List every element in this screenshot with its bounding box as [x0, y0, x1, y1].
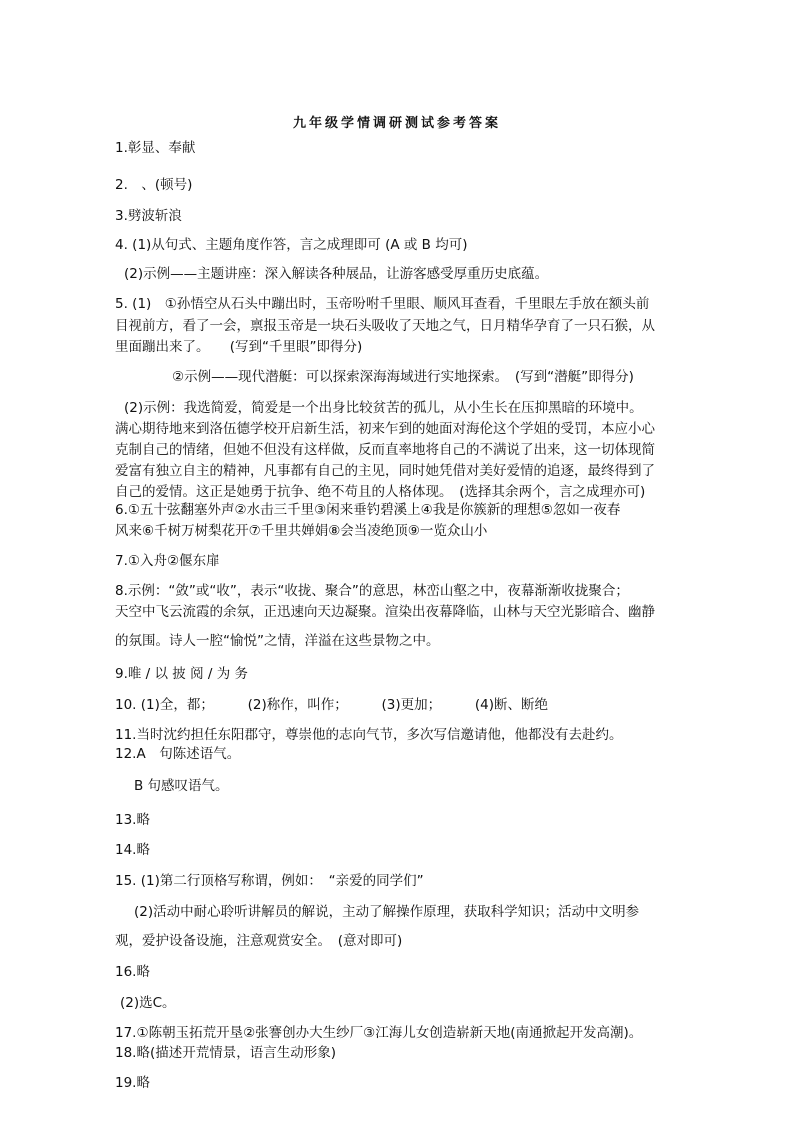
answer-15-part-2-line-1: (2)活动中耐心聆听讲解员的解说，主动了解操作原理，获取科学知识；活动中文明参 — [134, 904, 640, 920]
answer-5-part-1-line-3: 里面蹦出来了。 (写到“千里眼”即得分) — [115, 339, 363, 355]
answer-5-part-1-line-4: ②示例——现代潜艇：可以探索深海海域进行实地探索。 (写到“潜艇”即得分) — [172, 369, 634, 385]
answer-8-line-1: 8.示例：“敛”或“收”，表示“收拢、聚合”的意思，林峦山壑之中，夜幕渐渐收拢聚合； — [115, 583, 629, 599]
answer-13: 13.略 — [115, 812, 150, 828]
answer-7: 7.①入舟②偃东扉 — [115, 553, 220, 569]
answer-18: 18.略(描述开荒情景，语言生动形象) — [115, 1045, 337, 1061]
answer-12-b: B 句感叹语气。 — [134, 778, 229, 794]
answer-12-a: 12.A 句陈述语气。 — [115, 746, 241, 762]
answer-17: 17.①陈朝玉拓荒开垦②张謇创办大生纱厂③江海儿女创造崭新天地(南通掀起开发高潮)。 — [115, 1025, 643, 1041]
answer-8-line-3: 的氛围。诗人一腔“愉悦”之情，洋溢在这些景物之中。 — [115, 633, 440, 649]
answer-10: 10. (1)全，都； (2)称作，叫作； (3)更加； (4)断、断绝 — [115, 697, 549, 713]
answer-16-part-2: (2)选C。 — [120, 995, 176, 1011]
answer-5-part-2-line-4: 爱富有独立自主的精神，凡事都有自己的主见，同时她凭借对美好爱情的追逐，最终得到了 — [115, 463, 655, 479]
answer-5-part-2-line-1: (2)示例：我选简爱，简爱是一个出身比较贫苦的孤儿，从小生长在压抑黑暗的环境中。 — [124, 400, 643, 416]
answer-6-line-2: 风来⑥千树万树梨花开⑦千里共婵娟⑧会当凌绝顶⑨一览众山小 — [115, 523, 488, 539]
answer-5-part-1-line-2: 目视前方，看了一会，禀报玉帝是一块石头吸收了天地之气，日月精华孕育了一只石猴，从 — [115, 318, 655, 334]
answer-1: 1.彰显、奉献 — [115, 140, 196, 156]
answer-4-part-2: (2)示例——主题讲座：深入解读各种展品，让游客感受厚重历史底蕴。 — [124, 266, 549, 282]
page-title: 九年级学情调研测试参考答案 — [292, 116, 501, 131]
answer-2: 2. 、(顿号) — [115, 177, 193, 193]
answer-8-line-2: 天空中飞云流霞的余氛，正迅速向天边凝聚。渲染出夜幕降临，山林与天空光影暗合、幽静 — [115, 604, 655, 620]
answer-11: 11.当时沈约担任东阳郡守，尊崇他的志向气节，多次写信邀请他，他都没有去赴约。 — [115, 727, 623, 743]
answer-9: 9.唯 / 以 披 阅 / 为 务 — [115, 666, 249, 682]
answer-19: 19.略 — [115, 1075, 150, 1091]
answer-5-part-2-line-3: 克制自己的情绪，但她不但没有这样做，反而直率地将自己的不满说了出来，这一切体现简 — [115, 442, 655, 458]
answer-4-part-1: 4. (1)从句式、主题角度作答，言之成理即可 (A 或 B 均可) — [115, 237, 468, 253]
answer-5-part-1-line-1: 5. (1) ①孙悟空从石头中蹦出时，玉帝吩咐千里眼、顺风耳查看，千里眼左手放在额头前 — [115, 296, 650, 312]
answer-15-part-2-line-2: 观，爱护设备设施，注意观赏安全。 (意对即可) — [115, 933, 403, 949]
answer-3: 3.劈波斩浪 — [115, 208, 182, 224]
answer-6-line-1: 6.①五十弦翻塞外声②水击三千里③闲来垂钓碧溪上④我是你簇新的理想⑤忽如一夜春 — [115, 502, 621, 518]
answer-14: 14.略 — [115, 842, 150, 858]
answer-16: 16.略 — [115, 964, 150, 980]
answer-5-part-2-line-5: 自己的爱情。这正是她勇于抗争、绝不苟且的人格体现。 (选择其余两个，言之成理亦可) — [115, 484, 646, 500]
answer-5-part-2-line-2: 满心期待地来到洛伍德学校开启新生活，初来乍到的她面对海伦这个学姐的受罚，本应小心 — [115, 421, 655, 437]
answer-15-part-1: 15. (1)第二行顶格写称谓，例如： “亲爱的同学们” — [115, 873, 424, 889]
